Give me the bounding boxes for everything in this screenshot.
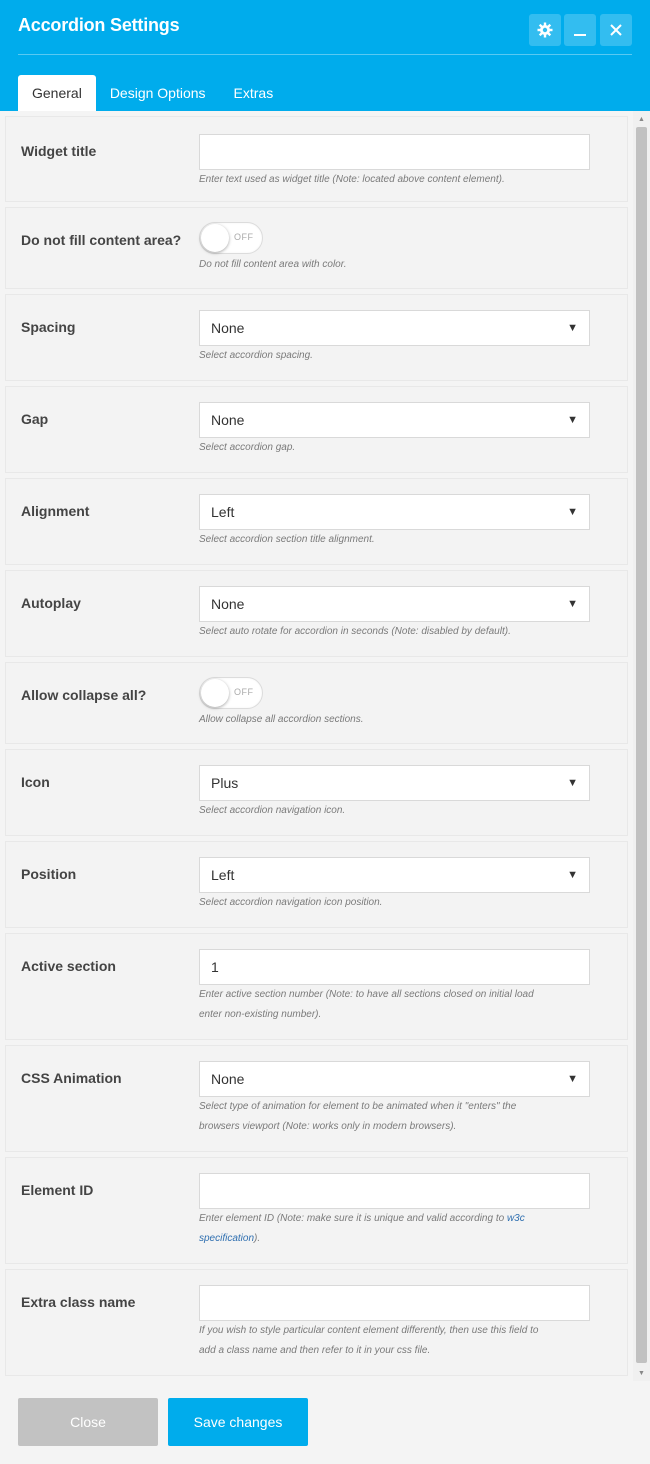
gap-value: None <box>211 412 245 428</box>
alignment-value: Left <box>211 504 235 520</box>
gap-label: Gap <box>21 411 49 427</box>
icon-desc: Select accordion navigation icon. <box>199 805 346 816</box>
gear-icon <box>537 22 553 38</box>
collapse-all-desc: Allow collapse all accordion sections. <box>199 714 364 725</box>
autoplay-select[interactable] <box>199 586 590 622</box>
dialog-title: Accordion Settings <box>18 15 180 35</box>
spacing-row <box>5 294 628 381</box>
scrollbar[interactable] <box>633 111 650 1381</box>
css-animation-label: CSS Animation <box>21 1070 122 1086</box>
position-label: Position <box>21 866 77 882</box>
settings-panel <box>0 111 650 1381</box>
alignment-label: Alignment <box>21 503 90 519</box>
desc-line: add a class name and then refer to it in your css file. <box>199 1345 431 1356</box>
element-id-row <box>5 1157 628 1264</box>
icon-label: Icon <box>21 774 50 790</box>
close-window-button[interactable] <box>600 14 632 46</box>
active-section-input[interactable]: 1 <box>199 949 590 985</box>
desc-line: Select type of animation for element to be animated when it "enters" the <box>199 1101 517 1112</box>
tab-design-options[interactable]: Design Options <box>109 85 206 101</box>
extra-class-label: Extra class name <box>21 1294 136 1310</box>
no-fill-row <box>5 207 628 289</box>
minimize-icon <box>572 22 588 38</box>
minimize-button[interactable] <box>564 14 596 46</box>
dropdown-arrow-icon: ▼ <box>567 506 578 518</box>
dropdown-arrow-icon: ▼ <box>567 322 578 334</box>
active-section-desc <box>199 985 599 1025</box>
autoplay-desc: Select auto rotate for accordion in seconds (Note: disabled by default). <box>199 626 511 637</box>
extra-class-row <box>5 1269 628 1376</box>
collapse-all-row <box>5 662 628 744</box>
gap-select[interactable] <box>199 402 590 438</box>
position-select[interactable] <box>199 857 590 893</box>
element-id-desc <box>199 1209 599 1249</box>
active-section-label: Active section <box>21 958 116 974</box>
spacing-value: None <box>211 320 245 336</box>
position-value: Left <box>211 867 235 883</box>
desc-line: enter non-existing number). <box>199 1009 322 1020</box>
dropdown-arrow-icon: ▼ <box>567 414 578 426</box>
desc-text: Enter element ID (Note: make sure it is unique and valid according to <box>199 1213 507 1224</box>
autoplay-row <box>5 570 628 657</box>
dropdown-arrow-icon: ▼ <box>567 869 578 881</box>
dropdown-arrow-icon: ▼ <box>567 598 578 610</box>
alignment-desc: Select accordion section title alignment. <box>199 534 375 545</box>
icon-select[interactable] <box>199 765 590 801</box>
toggle-knob <box>201 224 229 252</box>
autoplay-label: Autoplay <box>21 595 81 611</box>
desc-line <box>199 1229 599 1249</box>
header-divider <box>18 54 632 55</box>
toggle-state: OFF <box>234 687 254 697</box>
no-fill-toggle[interactable] <box>199 222 263 254</box>
widget-title-row <box>5 116 628 202</box>
css-animation-row <box>5 1045 628 1152</box>
css-animation-desc <box>199 1097 599 1137</box>
dialog-header <box>0 0 650 111</box>
close-icon <box>608 22 624 38</box>
position-desc: Select accordion navigation icon position. <box>199 897 383 908</box>
settings-button[interactable] <box>529 14 561 46</box>
element-id-label: Element ID <box>21 1182 94 1198</box>
save-changes-button[interactable]: Save changes <box>168 1398 308 1446</box>
toggle-knob <box>201 679 229 707</box>
widget-title-input[interactable] <box>199 134 590 170</box>
css-animation-value: None <box>211 1071 245 1087</box>
scroll-down-arrow-icon[interactable]: ▼ <box>638 1369 645 1377</box>
spacing-select[interactable] <box>199 310 590 346</box>
element-id-input[interactable] <box>199 1173 590 1209</box>
no-fill-desc: Do not fill content area with color. <box>199 259 347 270</box>
close-button[interactable]: Close <box>18 1398 158 1446</box>
spacing-label: Spacing <box>21 319 76 335</box>
scroll-up-arrow-icon[interactable]: ▲ <box>638 115 645 123</box>
toggle-state: OFF <box>234 232 254 242</box>
autoplay-value: None <box>211 596 245 612</box>
desc-text: ). <box>254 1233 261 1244</box>
tab-extras[interactable]: Extras <box>233 85 274 101</box>
collapse-all-label: Allow collapse all? <box>21 687 147 703</box>
dropdown-arrow-icon: ▼ <box>567 1073 578 1085</box>
position-row <box>5 841 628 928</box>
alignment-row <box>5 478 628 565</box>
extra-class-input[interactable] <box>199 1285 590 1321</box>
desc-line: browsers viewport (Note: works only in modern browsers). <box>199 1121 457 1132</box>
scrollbar-thumb[interactable] <box>636 127 647 1363</box>
desc-line: Enter active section number (Note: to have all sections closed on initial load <box>199 989 534 1000</box>
gap-row <box>5 386 628 473</box>
no-fill-label: Do not fill content area? <box>21 232 182 248</box>
icon-value: Plus <box>211 775 239 791</box>
dialog-footer <box>0 1381 650 1464</box>
tab-general[interactable]: General <box>18 75 96 111</box>
widget-title-label: Widget title <box>21 143 97 159</box>
w3c-link[interactable]: w3c <box>506 1213 525 1224</box>
collapse-all-toggle[interactable] <box>199 677 263 709</box>
active-section-row <box>5 933 628 1040</box>
dropdown-arrow-icon: ▼ <box>567 777 578 789</box>
spacing-desc: Select accordion spacing. <box>199 350 313 361</box>
specification-link[interactable]: specification <box>199 1233 255 1244</box>
desc-line: If you wish to style particular content element differently, then use this field to <box>199 1325 539 1336</box>
extra-class-desc <box>199 1321 599 1361</box>
css-animation-select[interactable] <box>199 1061 590 1097</box>
icon-row <box>5 749 628 836</box>
widget-title-desc: Enter text used as widget title (Note: located above content element). <box>199 174 505 185</box>
alignment-select[interactable] <box>199 494 590 530</box>
tab-bar <box>18 75 287 111</box>
gap-desc: Select accordion gap. <box>199 442 296 453</box>
desc-line <box>199 1209 599 1229</box>
